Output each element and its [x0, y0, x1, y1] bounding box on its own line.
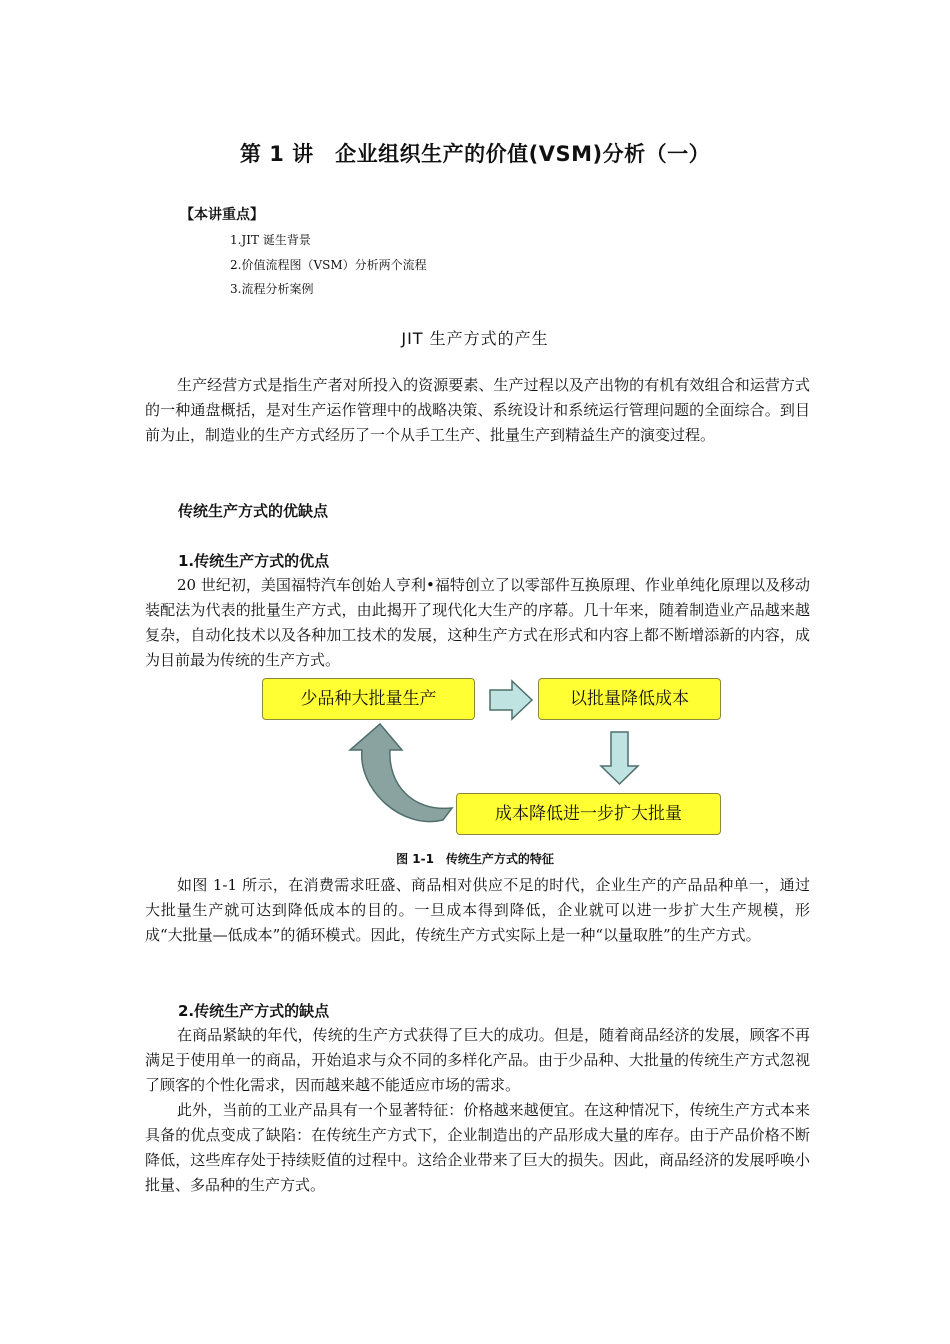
- curved-return-arrow-icon: [350, 724, 452, 822]
- right-arrow-icon: [490, 681, 532, 719]
- advantages-heading: 1.传统生产方式的优点: [178, 552, 330, 570]
- paragraph-text: 如图 1-1 所示，在消费需求旺盛、商品相对供应不足的时代，企业生产的产品品种单一，通过大批量生产就可达到降低成本的目的。一旦成本得到降低，企业就可以进一步扩大生产规模，形成“大批量—低成本”的循环模式。因此，传统生产方式实际上是一种“以量取胜”的生产方式。: [145, 876, 810, 944]
- section-title: JIT 生产方式的产生: [401, 329, 549, 348]
- figure-box-expand-batch: 成本降低进一步扩大批量: [456, 793, 721, 835]
- key-point-item: 2.价值流程图（VSM）分析两个流程: [230, 258, 427, 272]
- paragraph-text: 生产经营方式是指生产者对所投入的资源要素、生产过程以及产出物的有机有效组合和运营方式的一种通盘概括，是对生产运作管理中的战略决策、系统设计和系统运行管理问题的全面综合。到目前为止，制造业的生产方式经历了一个从手工生产、批量生产到精益生产的演变过程。: [145, 376, 810, 444]
- paragraph-text: 20 世纪初，美国福特汽车创始人亨利•福特创立了以零部件互换原理、作业单纯化原理以及移动装配法为代表的批量生产方式，由此揭开了现代化大生产的序幕。几十年来，随着制造业产品越来越复杂，自动化技术以及各种加工技术的发展，这种生产方式在形式和内容上都不断增添新的内容，成为目前最为传统的生产方式。: [145, 576, 810, 669]
- disadvantages-heading: 2.传统生产方式的缺点: [178, 1002, 330, 1020]
- paragraph-text: 在商品紧缺的年代，传统的生产方式获得了巨大的成功。但是，随着商品经济的发展，顾客不再满足于使用单一的商品，开始追求与众不同的多样化产品。由于少品种、大批量的传统生产方式忽视了顾客的个性化需求，因而越来越不能适应市场的需求。: [145, 1026, 810, 1094]
- key-point-item: 3.流程分析案例: [230, 282, 314, 296]
- intro-paragraph: [145, 373, 810, 448]
- disadvantages-paragraph: [145, 1023, 810, 1198]
- subsection-title: 传统生产方式的优缺点: [178, 502, 329, 520]
- figure-box-reduce-cost: 以批量降低成本: [538, 678, 721, 720]
- figure-1-1-diagram: [250, 672, 730, 842]
- advantages-paragraph: [145, 573, 810, 673]
- paragraph-text: 此外，当前的工业产品具有一个显著特征：价格越来越便宜。在这种情况下，传统生产方式本来具备的优点变成了缺陷：在传统生产方式下，企业制造出的产品形成大量的库存。由于产品价格不断降低，这些库存处于持续贬值的过程中。这给企业带来了巨大的损失。因此，商品经济的发展呼唤小批量、多品种的生产方式。: [145, 1101, 810, 1194]
- figure-caption: 图 1-1 传统生产方式的特征: [396, 852, 554, 866]
- down-arrow-icon: [601, 732, 638, 784]
- figure-box-small-variety: 少品种大批量生产: [262, 678, 475, 720]
- key-points-heading: 【本讲重点】: [180, 207, 264, 223]
- lecture-title: 第 1 讲 企业组织生产的价值(VSM)分析（一）: [239, 142, 711, 166]
- figure-explanation-paragraph: [145, 873, 810, 948]
- key-point-item: 1.JIT 诞生背景: [230, 233, 311, 247]
